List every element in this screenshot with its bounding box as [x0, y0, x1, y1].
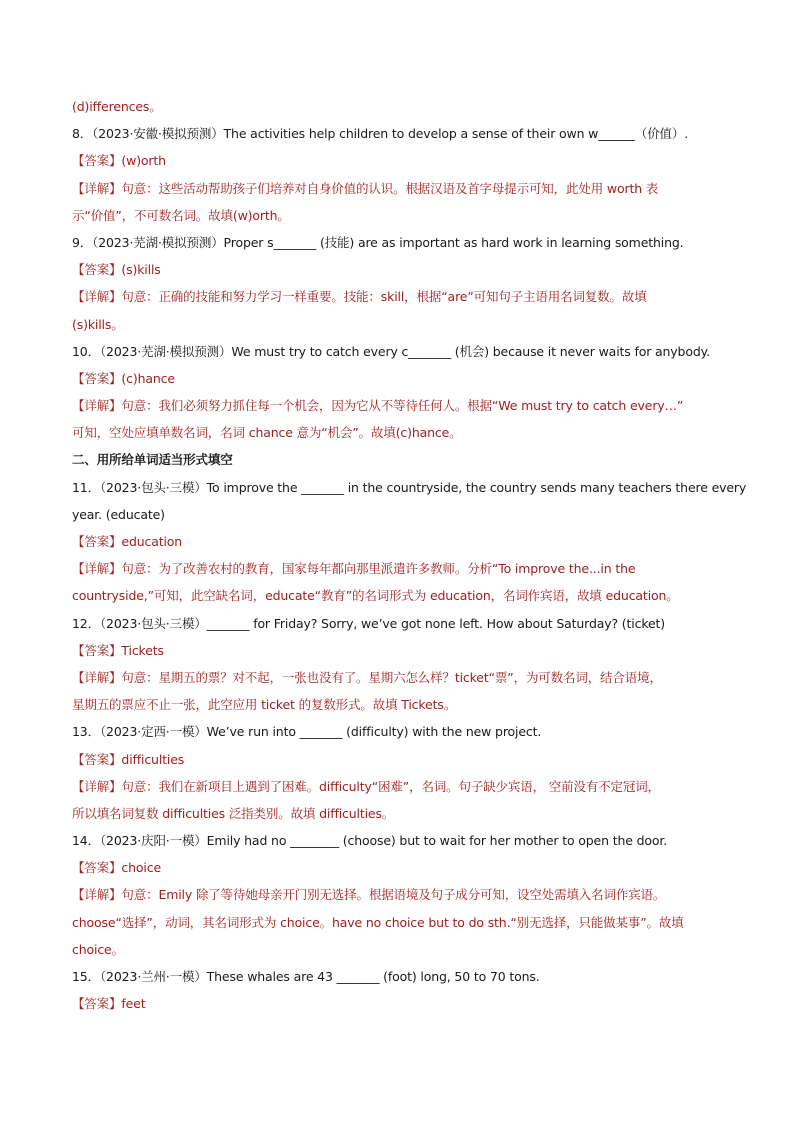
answer-text: education: [121, 534, 183, 549]
explanation-text: 可知，空处应填单数名词，名词 chance 意为“机会”。故填(c)hance。: [72, 425, 462, 441]
document-page: [72, 93, 747, 1017]
explanation-tag: 【详解】: [72, 289, 122, 305]
answer-tag: 【答案】: [72, 370, 122, 386]
question-line: [72, 610, 732, 637]
question-text: 12．（2023·包头·三模）_______ for Friday? Sorry, we’ve got none left. How about Saturday? (ticket): [72, 615, 665, 631]
question-text: 11．（2023·包头·三模）To improve the _______ in the countryside, the country sends many teachers there every: [72, 479, 747, 495]
explanation-text: 句意：这些活动帮助孩子们培养对自身价值的认识。根据汉语及首字母提示可知，此处用 worth 表: [121, 180, 659, 196]
explanation-line: [72, 283, 732, 310]
question-line: [72, 120, 732, 147]
explanation-text: countryside,”可知，此空缺名词，educate“教育”的名词形式为 education，名词作宾语，故填 education。: [72, 588, 679, 604]
question-text: 10．（2023·芜湖·模拟预测）We must try to catch every c_______ (机会) because it never waits for anybody.: [72, 343, 710, 359]
answer-text: difficulties: [121, 751, 185, 767]
explanation-text: 示“价值”，不可数名词。故填(w)orth。: [72, 207, 290, 223]
answer-tag: 【答案】: [72, 996, 122, 1012]
answer-text: feet: [121, 996, 146, 1012]
explanation-text: 星期五的票应不止一张，此空应用 ticket 的复数形式。故填 Tickets。: [72, 697, 457, 713]
explanation-text: 句意：正确的技能和努力学习一样重要。技能：skill，根据“are”可知句子主语用名词复数。故填: [121, 289, 647, 305]
answer-tag: 【答案】: [72, 153, 122, 169]
explanation-continuation: [72, 93, 732, 120]
explanation-tag: 【详解】: [72, 398, 122, 414]
question-line: [72, 963, 732, 990]
explanation-text: 句意：我们必须努力抓住每一个机会，因为它从不等待任何人。根据“We must try to catch every…”: [121, 398, 684, 414]
explanation-continuation: [72, 691, 732, 718]
answer-tag: 【答案】: [72, 860, 122, 876]
explanation-continuation: [72, 419, 732, 446]
explanation-line: [72, 555, 732, 582]
question-line: [72, 501, 732, 528]
question-line: [72, 474, 747, 501]
explanation-tag: 【详解】: [72, 778, 122, 794]
answer-tag: 【答案】: [72, 751, 122, 767]
question-text: 9．（2023·芜湖·模拟预测）Proper s_______ (技能) are as important as hard work in learning something.: [72, 234, 684, 250]
explanation-text: 所以填名词复数 difficulties 泛指类别。故填 difficulties。: [72, 805, 395, 821]
explanation-text: 句意：星期五的票？对不起，一张也没有了。星期六怎么样？ticket“票”，为可数名词，结合语境，: [121, 669, 662, 685]
answer-tag: 【答案】: [72, 534, 122, 549]
answer-line: [72, 528, 732, 555]
question-line: [72, 718, 732, 745]
answer-line: [72, 365, 732, 392]
explanation-text: (d)ifferences。: [72, 99, 162, 114]
question-text: 15．（2023·兰州·一模）These whales are 43 _______ (foot) long, 50 to 70 tons.: [72, 969, 540, 984]
question-text: 13．（2023·定西·一模）We’ve run into _______ (difficulty) with the new project.: [72, 724, 542, 740]
answer-line: [72, 256, 732, 283]
explanation-text: 句意：Emily 除了等待她母亲开门别无选择。根据语境及句子成分可知，设空处需填入名词作宾语。: [121, 887, 666, 903]
question-text: 8．（2023·安徽·模拟预测）The activities help children to develop a sense of their own w______（价值）.: [72, 126, 689, 142]
question-line: [72, 229, 732, 256]
answer-line: [72, 147, 732, 174]
answer-text: Tickets: [121, 642, 164, 658]
explanation-line: [72, 664, 732, 691]
explanation-text: (s)kills。: [72, 316, 124, 332]
answer-text: (s)kills: [121, 262, 161, 278]
question-text: 14．（2023·庆阳·一模）Emily had no ________ (choose) but to wait for her mother to open the door.: [72, 833, 668, 849]
section-heading: [72, 446, 732, 473]
explanation-text: choose“选择”，动词，其名词形式为 choice。have no choice but to do sth.“别无选择，只能做某事”。故填: [72, 914, 684, 930]
explanation-text: 句意：为了改善农村的教育，国家每年都向那里派遣许多教师。分析“To improve the...in the: [121, 561, 636, 577]
answer-text: (w)orth: [121, 153, 166, 169]
answer-line: [72, 746, 732, 773]
explanation-continuation: [72, 202, 732, 229]
answer-line: [72, 637, 732, 664]
explanation-continuation: [72, 909, 732, 936]
question-line: [72, 827, 732, 854]
answer-tag: 【答案】: [72, 262, 122, 278]
explanation-continuation: [72, 311, 732, 338]
explanation-text: 句意：我们在新项目上遇到了困难。difficulty“困难”，名词。句子缺少宾语， 空前没有不定冠词，: [121, 778, 660, 794]
explanation-line: [72, 392, 732, 419]
explanation-text: choice。: [72, 941, 124, 957]
answer-text: (c)hance: [121, 370, 175, 386]
answer-line: [72, 854, 732, 881]
explanation-tag: 【详解】: [72, 887, 122, 903]
explanation-continuation: [72, 936, 732, 963]
explanation-continuation: [72, 582, 732, 609]
explanation-line: [72, 175, 732, 202]
answer-text: choice: [121, 860, 161, 876]
question-text: year. (educate): [72, 506, 165, 522]
question-line: [72, 338, 732, 365]
explanation-line: [72, 881, 732, 908]
explanation-tag: 【详解】: [72, 669, 122, 685]
answer-tag: 【答案】: [72, 642, 122, 658]
explanation-tag: 【详解】: [72, 561, 122, 577]
section-heading-text: 二、用所给单词适当形式填空: [72, 452, 233, 468]
explanation-tag: 【详解】: [72, 180, 122, 196]
explanation-line: [72, 773, 732, 800]
explanation-continuation: [72, 800, 732, 827]
answer-line: [72, 990, 732, 1017]
